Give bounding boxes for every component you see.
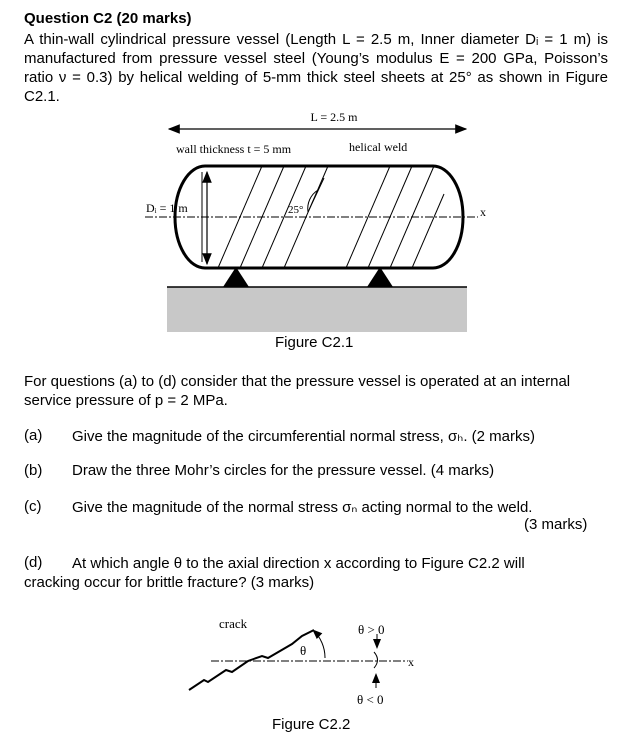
diameter-label: Dᵢ = 1 m	[146, 201, 188, 215]
theta-direction-curve	[374, 652, 378, 668]
part-c-text: Give the magnitude of the normal stress σₙ acting normal to the weld.	[72, 499, 533, 516]
theta-positive-label: θ > 0	[358, 622, 385, 637]
support-right	[367, 267, 393, 287]
part-a-text: Give the magnitude of the circumferential normal stress, σₕ. (2 marks)	[72, 428, 535, 445]
part-d-label: (d)	[24, 554, 43, 571]
part-c-marks: (3 marks)	[524, 516, 588, 533]
part-a-label: (a)	[24, 427, 43, 444]
context-paragraph: For questions (a) to (d) consider that the pressure vessel is operated at an internal service pressure of p = 2 MPa.	[24, 373, 571, 409]
helical-weld-label: helical weld	[349, 140, 408, 154]
theta-label: θ	[300, 643, 307, 658]
theta-arc	[313, 630, 325, 658]
part-c-label: (c)	[24, 498, 42, 515]
axis-x-label: x	[480, 205, 486, 219]
part-d-text: At which angle θ to the axial direction x according to Figure C2.2 will cracking occur for brittle fracture? (3 marks)	[24, 555, 525, 591]
part-b-text: Draw the three Mohr’s circles for the pressure vessel. (4 marks)	[72, 462, 495, 479]
figure-c2-1-caption: Figure C2.1	[275, 334, 354, 351]
fig2-axis-label: x	[408, 655, 414, 669]
weld-angle-label: 25°	[288, 204, 304, 216]
theta-negative-label: θ < 0	[357, 692, 384, 707]
wall-thickness-label: wall thickness t = 5 mm	[176, 142, 292, 156]
crack-line	[189, 630, 314, 690]
figure-c2-2-caption: Figure C2.2	[272, 716, 351, 733]
length-label: L = 2.5 m	[310, 110, 358, 124]
angle-reference-line	[308, 178, 324, 212]
question-title: Question C2 (20 marks)	[24, 10, 192, 27]
part-b-label: (b)	[24, 462, 43, 479]
support-left	[223, 267, 249, 287]
ground-block	[167, 287, 467, 332]
crack-label: crack	[219, 616, 248, 631]
question-intro: A thin-wall cylindrical pressure vessel (Length L = 2.5 m, Inner diameter Dᵢ = 1 m) is manufactured from pressure vessel steel (Young’s modulus E = 200 GPa, Poisson’s ratio ν = 0.3) by helical welding of 5-mm thick steel sheets at 25° as shown in Figure C2.1.	[24, 31, 608, 105]
